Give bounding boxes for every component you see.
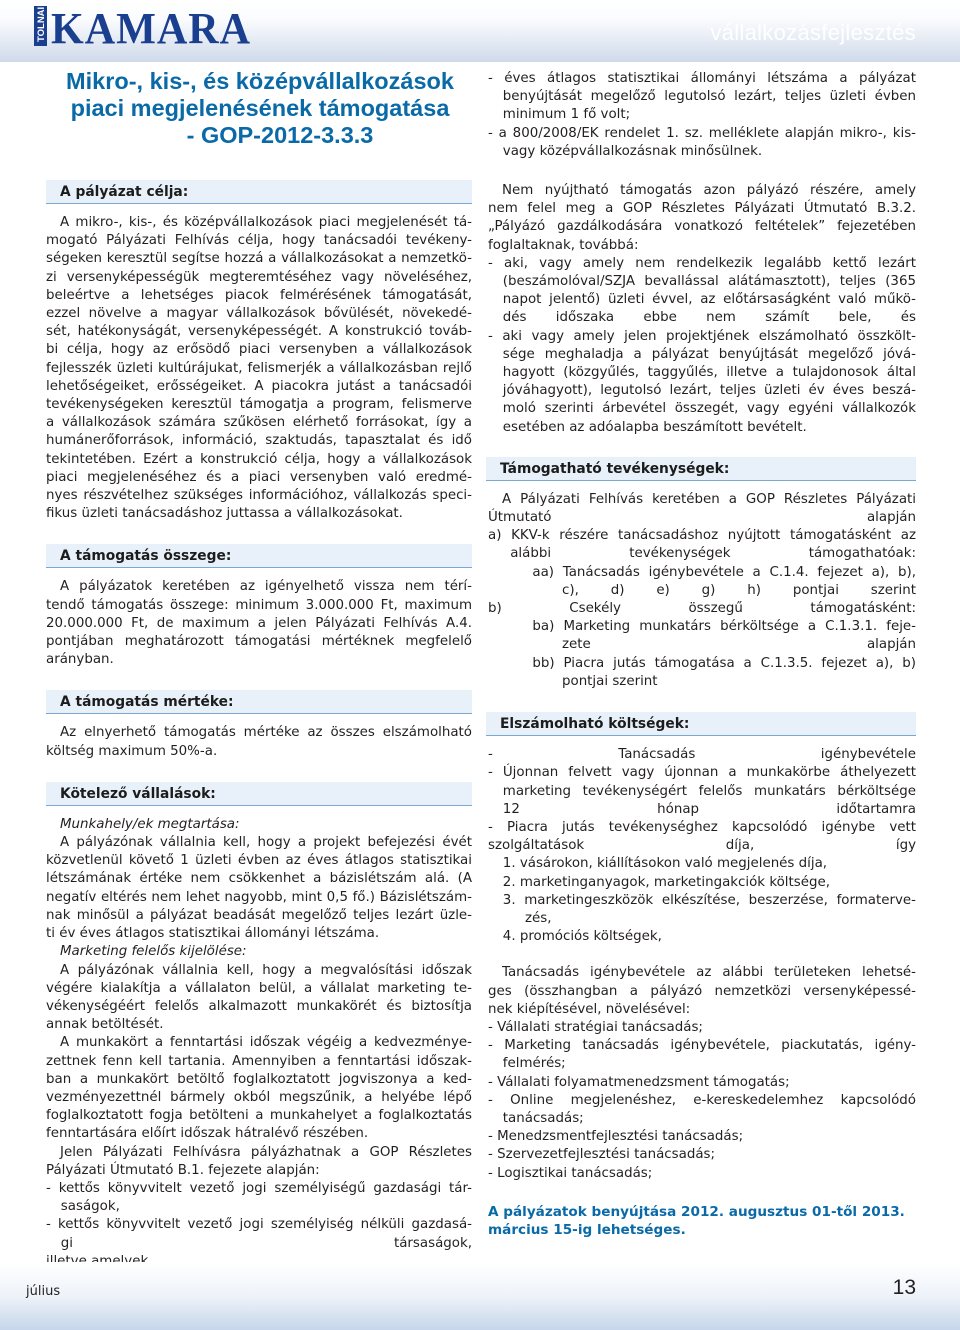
text-line: foglaltaknak, továbbá: — [488, 237, 639, 253]
text-line: alábbi tevékenységek támogathatóak: — [510, 546, 916, 562]
footer-band — [0, 1262, 960, 1330]
text-line: ges (összhangban a pályázó nemzetközi versenyképessé- — [488, 983, 916, 999]
right-column — [488, 70, 916, 1239]
goal-text — [46, 214, 472, 523]
text-line: szolgáltatások díja, így — [488, 838, 916, 854]
text-line: végére kialakítja a vállalaton belül, a vállalat marketing te- — [46, 980, 472, 996]
text-line: benyújtását megelőző legutolsó lezárt, teljes üzleti évben — [502, 89, 916, 105]
text-line: A pályázónak vállalnia kell, hogy a megvalósítási időszak — [60, 962, 472, 978]
text-line: ba) Marketing munkatárs bérköltsége a C.1.3.1. feje- — [532, 619, 916, 635]
text-line: nem felel meg a GOP Részletes Pályázati Útmutató B.3.2. — [488, 201, 916, 217]
text-line: - kettős könyvvitelt vezető jogi személyiségű gazdasági tár- — [46, 1180, 472, 1196]
text-line: „Pályázó gazdálkodására vonatkozó feltételek” fejezetében — [488, 219, 916, 235]
text-line: A pályázatok keretében az igényelhető vissza nem térí- — [60, 579, 472, 595]
text-line: nek kiépítésével, növelésével: — [488, 1001, 691, 1017]
text-line: negatív eltérés nem lehet nagyobb, mint 0,5 fő.) Bázislétszám- — [46, 889, 472, 905]
subheading-jobs: Munkahely/ek megtartása: — [60, 816, 240, 832]
text-line: ségeken keresztül segítse hozzá a vállalkozásokat a nemzetkö- — [46, 251, 472, 267]
text-line: a vállalkozások számára szűkösen elérhető forrásokat, így a — [46, 415, 472, 431]
text-line: b) Csekély összegű támogatásként: — [488, 601, 916, 617]
text-line: - Újonnan felvett vagy újonnan a munkakörbe áthelyezett — [488, 765, 916, 781]
text-line: a) KKV-k részére tanácsadáshoz nyújtott támogatásként az — [488, 528, 916, 544]
text-line: pontjai szerint — [562, 673, 658, 689]
text-line: Jelen Pályázati Felhívásra pályázhatnak a GOP Részletes — [60, 1144, 472, 1160]
section-heading-costs: Elszámolható költségek: — [486, 712, 916, 736]
section-heading-amount: A támogatás összege: — [46, 544, 472, 568]
text-line: - a 800/2008/EK rendelet 1. sz. melléklete alapján mikro-, kis- — [488, 125, 916, 141]
text-line: 20.000.000 Ft, de maximum a jelen Pályázati Felhívás A.4. — [46, 615, 472, 631]
text-line: A mikro-, kis-, és középvállalkozások piaci megjelenését tá- — [60, 215, 472, 230]
text-line: piaci megjelenéséhez és a piaci versenyben való eredmé- — [46, 469, 472, 485]
text-line: 1. vásárokon, kiállításokon való megjelenés díja, — [502, 856, 828, 872]
text-line: Tanácsadás igénybevétele az alábbi területeken lehetsé- — [502, 965, 916, 981]
text-line: - Piacra jutás tevékenységhez kapcsolódó igénybe vett — [488, 819, 916, 835]
text-line: - Online megjelenéshez, e-kereskedelemhez kapcsolódó — [488, 1092, 916, 1108]
text-line: - Vállalati stratégiai tanácsadás; — [488, 1019, 703, 1035]
text-line: - Vállalati folyamatmenedzsment támogatás; — [488, 1074, 790, 1090]
text-line: annak betöltését. — [46, 1017, 164, 1033]
text-line: hagyott (közgyűlés, taggyűlés, illetve a tulajdonosok által — [502, 365, 916, 381]
text-line: foglalkoztatott fogja betölteni a munkahelyet a foglalkoztatás — [46, 1108, 472, 1124]
text-line: saságok, — [60, 1199, 120, 1215]
text-line: arányban. — [46, 652, 114, 668]
logo-prefix: TOLNAI — [36, 6, 47, 42]
text-line: ban a munkakört betöltő foglalkoztatott jogviszonya a ked- — [46, 1071, 472, 1087]
text-line: felmérés; — [502, 1056, 566, 1072]
jobs-text — [46, 834, 472, 943]
left-column — [46, 180, 472, 1271]
text-line: Nem nyújtható támogatás azon pályázó részére, amely — [502, 183, 916, 199]
section-heading-rate: A támogatás mértéke: — [46, 690, 472, 714]
activities-text — [488, 491, 916, 691]
text-line: Útmutató alapján — [488, 510, 916, 526]
text-line: nak minősül a pályázat beadását megelőző teljes lezárt üzle- — [46, 907, 472, 923]
text-line: sét, hatékonyságát, versenyképességét. A konstrukció továb- — [46, 324, 472, 340]
text-line: nyes részvételhez szükséges információhoz, vállalkozás speci- — [46, 488, 472, 504]
text-line: - kettős könyvvitelt vezető jogi személyiség nélküli gazdasá- — [46, 1217, 472, 1233]
text-line: tendő támogatás összege: minimum 3.000.000 Ft, maximum — [46, 597, 472, 613]
text-line: zi versenyképességük megteremtéséhez vagy növeléséhez, — [46, 269, 472, 285]
text-line: tanácsadás; — [502, 1110, 584, 1126]
page-number: 13 — [892, 1276, 916, 1299]
text-line: jóváhagyott), legutolsó lezárt, teljes üzleti év éves beszá- — [502, 383, 916, 399]
text-line: fejlesszék üzleti kultúrájukat, felismerjék a vállalkozásban rejlő — [46, 360, 472, 376]
text-line: tevékenységeken keresztül támogatja a program, felismerve — [46, 397, 472, 413]
page-title: Mikro-, kis-, és középvállalkozások piaci megjelenésének támogatása - GOP-2012-3.3.3 — [66, 68, 454, 148]
text-line: aa) Tanácsadás igénybevétele a C.1.4. fejezet a), b), — [532, 564, 916, 580]
text-line: vékenységéért felelős alkalmazott munkakörét és biztosítja — [46, 998, 472, 1014]
text-line: 12 hónap időtartamra — [502, 801, 916, 817]
consulting-areas-text — [488, 964, 916, 1182]
text-line: - Tanácsadás igénybevétele — [488, 747, 916, 763]
text-line: Pályázati Útmutató B.1. fejezete alapján: — [46, 1162, 320, 1178]
text-line: lehetőségeiket, erősségeiket. A piacokra jutást a tanácsadói — [46, 378, 472, 394]
rate-text — [46, 724, 472, 760]
text-line: közvetlenül követő 1 üzleti évben az éves átlagos statisztikai — [46, 853, 472, 869]
text-line: pontjában meghatározott támogatási mértéknek megfelelő — [46, 634, 472, 650]
text-line: zettnek fenn kell tartania. Amennyiben a fenntartási időszak- — [46, 1053, 472, 1069]
section-heading-goal: A pályázat célja: — [46, 180, 472, 204]
costs-text — [488, 746, 916, 946]
text-line: vagy középvállalkozásnak minősülnek. — [502, 143, 763, 159]
text-line: minimum 1 fő volt; — [502, 107, 631, 123]
logo-text: KAMARA — [51, 4, 251, 50]
text-line: sége meghaladja a pályázat benyújtását megelőző jóvá- — [502, 346, 916, 362]
text-line: A munkakört a fenntartási időszak végéig a kedvezménye- — [60, 1035, 472, 1051]
exclusion-text — [488, 182, 916, 437]
text-line: - Szervezetfejlesztési tanácsadás; — [488, 1147, 716, 1163]
text-line: vezményezettnél bármely okból megszűnik, a helyébe lépő — [46, 1089, 472, 1105]
text-line: bb) Piacra jutás támogatása a C.1.3.5. fejezet a), b) — [532, 655, 916, 671]
text-line: Az elnyerhető támogatás mértéke az összes elszámolható — [60, 725, 472, 741]
maintenance-text — [46, 1034, 472, 1143]
text-line: létszámának értéke nem csökkenhet a bázislétszám alá. (A — [46, 871, 472, 887]
kamara-logo — [34, 4, 259, 50]
text-line: 4. promóciós költségek, — [502, 929, 662, 945]
text-line: gi társaságok, — [60, 1235, 472, 1251]
section-name: vállalkozásfejlesztés — [710, 20, 916, 45]
amount-text — [46, 578, 472, 669]
text-line: humánerőforrások, információ, szaktudás, tapasztalat és idő — [46, 433, 472, 449]
text-line: c), d) e) g) h) pontjai szerint — [562, 582, 916, 598]
text-line: - aki vagy amely jelen projektjének elszámolható összkölt- — [488, 328, 916, 344]
section-heading-obligations: Kötelező vállalások: — [46, 782, 472, 806]
text-line: fenntartására előírt időszak hátralévő részében. — [46, 1126, 369, 1142]
text-line: bi célja, hogy az erősödő piaci versenyben a vállalkozások — [46, 342, 472, 358]
text-line: mogató Pályázati Felhívás célja, hogy tanácsadói tevékeny- — [46, 233, 472, 249]
text-line: zés, — [525, 910, 552, 926]
footer-month: július — [26, 1284, 61, 1299]
text-line: ti év éves átlagos statisztikai állományi létszáma. — [46, 926, 380, 942]
eligible-text — [46, 1144, 472, 1271]
text-line: - éves átlagos statisztikai állományi létszáma a pályázat — [488, 71, 916, 86]
text-line: A Pályázati Felhívás keretében a GOP Részletes Pályázati — [502, 491, 916, 507]
section-heading-activities: Támogatható tevékenységek: — [486, 457, 916, 481]
text-line: tekintetében. Ezért a konstrukció célja, hogy a vállalkozások — [46, 451, 472, 467]
deadline-text: A pályázatok benyújtása 2012. augusztus 01-től 2013. március 15-ig lehetséges. — [488, 1203, 905, 1238]
text-line: ezzel növelve a magyar vállalkozások bővülését, növekedé- — [46, 306, 472, 322]
text-line: 3. marketingeszközök elkészítése, beszerzése, formaterve- — [502, 892, 916, 908]
text-line: - Logisztikai tanácsadás; — [488, 1165, 653, 1181]
text-line: (beszámolóval/SZJA bevallással alátámasztott), teljes (365 — [502, 274, 916, 290]
text-line: zete alapján — [562, 637, 916, 653]
eligibility-intro — [488, 70, 916, 161]
text-line: költség maximum 50%-a. — [46, 743, 218, 759]
text-line: - Marketing tanácsadás igénybevétele, piackutatás, igény- — [488, 1038, 916, 1054]
text-line: A pályázónak vállalnia kell, hogy a projekt befejezési évét — [60, 835, 472, 851]
text-line: beleértve a lehetséges piacok felmérésének támogatását, — [46, 287, 472, 303]
text-line: marketing tevékenységért felelős munkatárs bérköltsége — [502, 783, 916, 799]
text-line: - Menedzsmentfejlesztési tanácsadás; — [488, 1129, 744, 1145]
text-line: moló szerinti árbevétel összegét, vagy egyéni vállalkozók — [502, 401, 916, 417]
marketing-text — [46, 962, 472, 1035]
text-line: dés időszaka ebbe nem számít bele, és — [502, 310, 916, 326]
text-line: esetében az adóalapba beszámított bevételt. — [502, 419, 807, 435]
text-line: fikus üzleti tanácsadáshoz juttassa a vállalkozásokat. — [46, 506, 403, 522]
text-line: - aki, vagy amely nem rendelkezik legalább kettő lezárt — [488, 255, 916, 271]
text-line: 2. marketinganyagok, marketingakciók költsége, — [502, 874, 830, 890]
subheading-marketing: Marketing felelős kijelölése: — [60, 944, 247, 960]
text-line: napot jelentő) üzleti évvel, az előtársaságként való műkö- — [502, 292, 916, 308]
